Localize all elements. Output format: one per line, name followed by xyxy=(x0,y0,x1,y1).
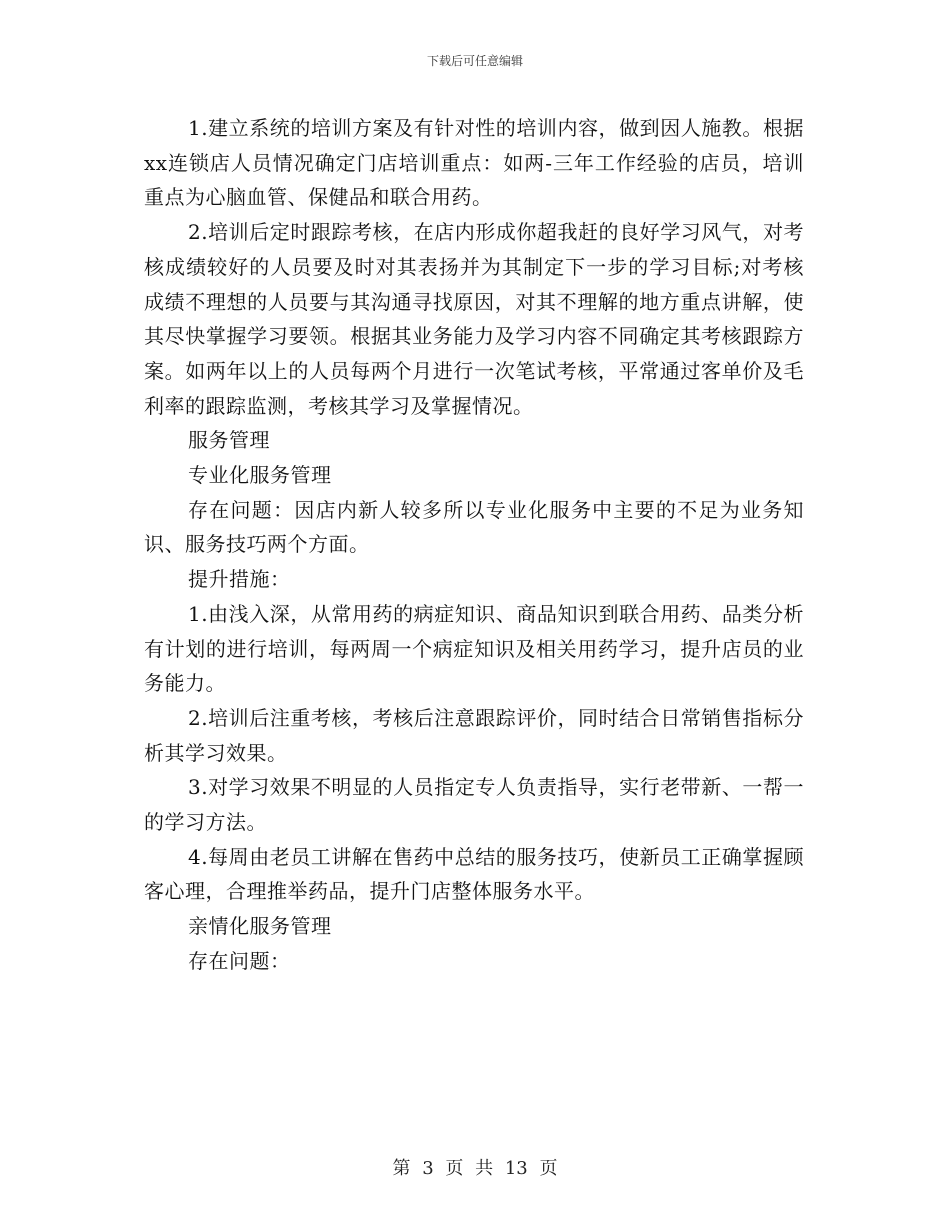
paragraph-training-followup: 2.培训后定时跟踪考核，在店内形成你超我赶的良好学习风气，对考核成绩较好的人员要及时对其表扬并为其制定下一步的学习目标;对考核成绩不理想的人员要与其沟通寻找原因，对其不理解的地方重点讲解，使其尽快掌握学习要领。根据其业务能力及学习内容不同确定其考核跟踪方案。如两年以上的人员每两个月进行一次笔试考核，平常通过客单价及毛利率的跟踪监测，考核其学习及掌握情况。 xyxy=(144,220,804,418)
paragraph-measure-3: 3.对学习效果不明显的人员指定专人负责指导，实行老带新、一帮一的学习方法。 xyxy=(144,775,804,835)
section-heading-service-management: 服务管理 xyxy=(188,428,270,453)
paragraph-improvement-measures-label: 提升措施： xyxy=(188,567,291,592)
paragraph-existing-problems: 存在问题：因店内新人较多所以专业化服务中主要的不足为业务知识、服务技巧两个方面。 xyxy=(144,497,804,557)
paragraph-measure-2: 2.培训后注重考核，考核后注意跟踪评价，同时结合日常销售指标分析其学习效果。 xyxy=(144,705,804,765)
paragraph-existing-problems-2: 存在问题： xyxy=(188,948,291,973)
page-number-footer: 第 3 页 共 13 页 xyxy=(392,1158,558,1179)
paragraph-measure-4: 4.每周由老员工讲解在售药中总结的服务技巧，使新员工正确掌握顾客心理，合理推举药品，提升门店整体服务水平。 xyxy=(144,844,804,904)
document-body xyxy=(144,111,804,979)
subsection-heading-professional-service: 专业化服务管理 xyxy=(188,463,332,488)
paragraph-measure-1: 1.由浅入深，从常用药的病症知识、商品知识到联合用药、品类分析有计划的进行培训，每两周一个病症知识及相关用药学习，提升店员的业务能力。 xyxy=(144,601,804,696)
subsection-heading-family-service: 亲情化服务管理 xyxy=(188,914,332,939)
page-header-note: 下载后可任意编辑 xyxy=(426,54,523,68)
paragraph-training-plan: 1.建立系统的培训方案及有针对性的培训内容，做到因人施教。根据xx连锁店人员情况确定门店培训重点：如两-三年工作经验的店员，培训重点为心脑血管、保健品和联合用药。 xyxy=(144,116,804,210)
